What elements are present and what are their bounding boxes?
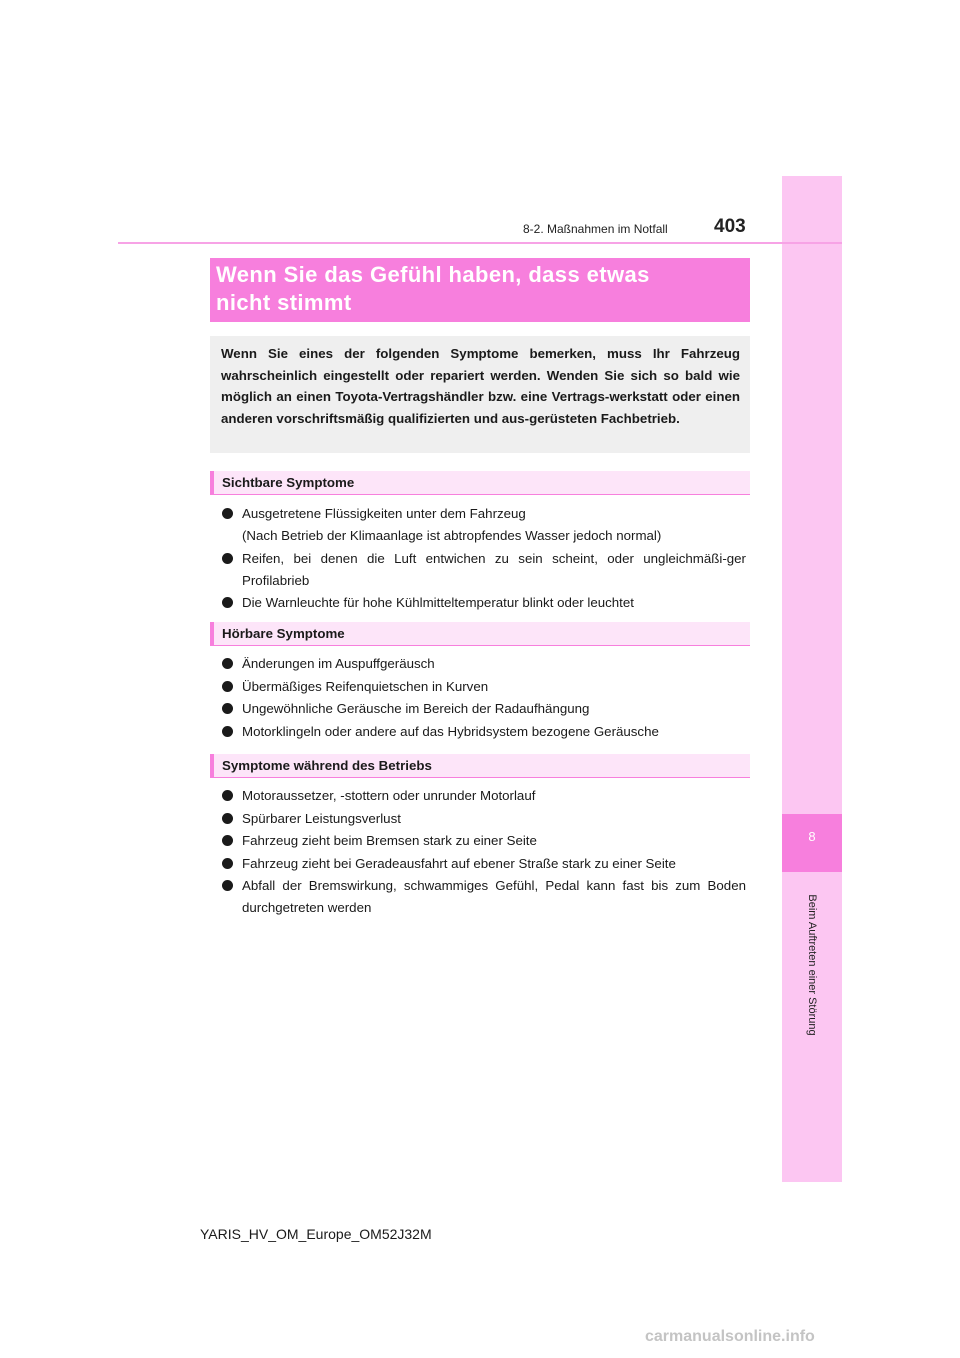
chapter-label: Beim Auftreten einer Störung: [806, 894, 818, 1036]
list-item: [222, 698, 746, 720]
title-banner: [210, 258, 750, 322]
list-item-text: Motorklingeln oder andere auf das Hybridsystem bezogene Geräusche: [242, 723, 659, 739]
list-item-text: Änderungen im Auspuffgeräusch: [242, 656, 435, 671]
list-item-text: Ungewöhnliche Geräusche im Bereich der Radaufhängung: [242, 701, 590, 716]
section-heading-visible: [210, 471, 750, 495]
bullet-icon: [222, 790, 233, 801]
list-item: [222, 808, 746, 830]
bullet-icon: [222, 726, 233, 737]
list-item-text: Übermäßiges Reifenquietschen in Kurven: [242, 678, 489, 694]
bullet-icon: [222, 858, 233, 869]
bullet-icon: [222, 658, 233, 669]
bullet-icon: [222, 835, 233, 846]
list-item: [222, 653, 746, 675]
bullet-icon: [222, 681, 233, 692]
list-item: [222, 548, 746, 592]
watermark[interactable]: carmanualsonline.info: [645, 1328, 815, 1345]
list-item: [222, 721, 746, 743]
chapter-number: 8: [808, 829, 816, 844]
intro-box: [210, 336, 750, 453]
bullet-icon: [222, 880, 233, 891]
page-title: Wenn Sie das Gefühl haben, dass etwas nicht stimmt: [216, 262, 650, 315]
list-item-text: Fahrzeug zieht beim Bremsen stark zu einer Seite: [242, 833, 537, 848]
list-item-text: Abfall der Bremswirkung, schwammiges Gefühl, Pedal kann fast bis zum Boden durchgetreten werden: [242, 878, 746, 915]
section-heading-audible: [210, 622, 750, 646]
page-number: 403: [714, 216, 746, 237]
header-divider: [118, 242, 842, 244]
list-item-text: Spürbarer Leistungsverlust: [242, 810, 401, 826]
bullet-icon: [222, 703, 233, 714]
audible-symptoms-list: [222, 653, 746, 743]
list-item: [222, 785, 746, 807]
list-item-text: Ausgetretene Flüssigkeiten unter dem Fahrzeug (Nach Betrieb der Klimaanlage ist abtropfendes Wasser jedoch normal): [242, 506, 662, 543]
list-item-text: Reifen, bei denen die Luft entwichen zu sein scheint, oder ungleichmäßi-ger Profilabrieb: [242, 550, 746, 588]
bullet-icon: [222, 813, 233, 824]
section-heading-label: Symptome während des Betriebs: [222, 758, 432, 773]
visible-symptoms-list: [222, 503, 746, 615]
bullet-icon: [222, 597, 233, 608]
list-item: [222, 676, 746, 698]
bullet-icon: [222, 553, 233, 564]
list-item: [222, 503, 746, 547]
list-item-text: Motoraussetzer, -stottern oder unrunder Motorlauf: [242, 788, 536, 803]
header-section-title: 8-2. Maßnahmen im Notfall: [523, 222, 668, 236]
list-item-text: Fahrzeug zieht bei Geradeausfahrt auf ebener Straße stark zu einer Seite: [242, 855, 676, 871]
section-heading-label: Sichtbare Symptome: [222, 475, 355, 490]
list-item: [222, 592, 746, 614]
section-heading-operation: [210, 754, 750, 778]
intro-text: Wenn Sie eines der folgenden Symptome bemerken, muss Ihr Fahrzeug wahrscheinlich eingestellt oder repariert werden. Wenden Sie sich so bald wie möglich an einen Toyota-Vertragshändler bzw. eine Vertrags-werkstatt oder einen anderen vorschriftsmäßig qualifizierten und aus-gerüsteten Fachbetrieb.: [221, 346, 740, 426]
list-item: [222, 853, 746, 875]
list-item: [222, 830, 746, 852]
operation-symptoms-list: [222, 785, 746, 920]
list-item-text: Die Warnleuchte für hohe Kühlmitteltemperatur blinkt oder leuchtet: [242, 595, 634, 610]
list-item: [222, 875, 746, 919]
section-heading-label: Hörbare Symptome: [222, 626, 345, 641]
footer-doc-id: YARIS_HV_OM_Europe_OM52J32M: [200, 1226, 432, 1242]
bullet-icon: [222, 508, 233, 519]
